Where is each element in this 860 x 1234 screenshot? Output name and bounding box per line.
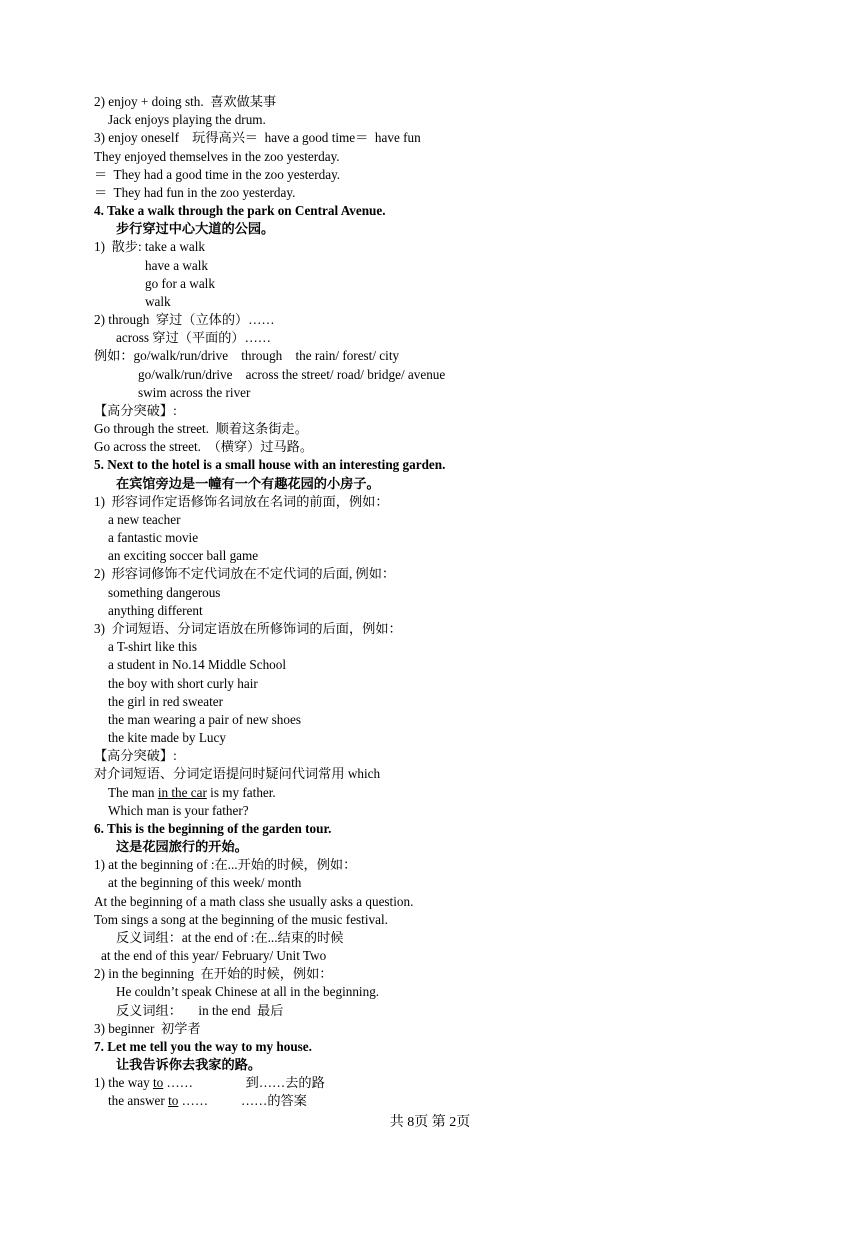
text-line: Tom sings a song at the beginning of the music festival. <box>94 911 388 927</box>
text-line: 3) 介词短语、分词定语放在所修饰词的后面，例如： <box>94 620 402 636</box>
text-fragment: …… ……的答案 <box>178 1093 307 1109</box>
text-line: He couldn’t speak Chinese at all in the beginning. <box>116 984 380 1000</box>
text-line: They enjoyed themselves in the zoo yesterday. <box>94 148 340 164</box>
text-fragment: the answer <box>108 1093 169 1109</box>
text-line: across 穿过（平面的）…… <box>116 330 271 346</box>
text-line: Jack enjoys playing the drum. <box>108 112 266 128</box>
text-line: 1) at the beginning of :在...开始的时候，例如： <box>94 857 357 873</box>
text-line: 3) beginner 初学者 <box>94 1020 201 1036</box>
text-line: 【高分突破】: <box>94 402 177 418</box>
text-fragment: The man <box>108 784 158 800</box>
text-line: 例如：go/walk/run/drive through the rain/ forest/ city <box>94 348 400 364</box>
text-line: the man wearing a pair of new shoes <box>108 711 301 727</box>
text-line: 2) through 穿过（立体的）…… <box>94 312 275 328</box>
section-heading: 步行穿过中心大道的公园。 <box>116 221 275 237</box>
text-fragment: is my father. <box>206 784 276 800</box>
section-heading: 4. Take a walk through the park on Central Avenue. <box>94 203 386 219</box>
section-heading: 在宾馆旁边是一幢有一个有趣花园的小房子。 <box>116 475 380 491</box>
text-line: 3) enjoy oneself 玩得高兴＝ have a good time＝ have fun <box>94 130 421 146</box>
text-line: 2) in the beginning 在开始的时候，例如： <box>94 966 333 982</box>
text-line: a fantastic movie <box>108 530 199 546</box>
section-heading: 7. Let me tell you the way to my house. <box>94 1038 312 1054</box>
text-line: walk <box>145 293 171 309</box>
text-line: 1) 形容词作定语修饰名词放在名词的前面，例如： <box>94 493 389 509</box>
text-line: have a walk <box>145 257 208 273</box>
text-line: go for a walk <box>145 275 215 291</box>
text-line: 1) 散步: take a walk <box>94 239 205 255</box>
text-fragment: …… 到……去的路 <box>163 1075 325 1091</box>
text-line: a student in No.14 Middle School <box>108 657 287 673</box>
text-line: something dangerous <box>108 584 221 600</box>
text-line: 对介词短语、分词定语提问时疑问代词常用 which <box>94 766 381 782</box>
text-line: anything different <box>108 602 203 618</box>
text-line: go/walk/run/drive across the street/ road/ bridge/ avenue <box>138 366 446 382</box>
text-fragment: 1) the way <box>94 1075 153 1091</box>
page-content <box>94 93 814 1111</box>
section-heading: 6. This is the beginning of the garden tour. <box>94 820 332 836</box>
text-line: the boy with short curly hair <box>108 675 258 691</box>
underlined-text: to <box>152 1075 164 1091</box>
section-heading: 5. Next to the hotel is a small house with an interesting garden. <box>94 457 446 473</box>
text-line: 反义词组：at the end of :在...结束的时候 <box>116 929 344 945</box>
text-line: 【高分突破】: <box>94 748 177 764</box>
text-line: at the beginning of this week/ month <box>108 875 302 891</box>
text-line <box>94 1074 814 1092</box>
text-line: the kite made by Lucy <box>108 730 226 746</box>
underlined-text: in the car <box>157 784 207 800</box>
text-line <box>94 1092 814 1110</box>
text-line: At the beginning of a math class she usually asks a question. <box>94 893 414 909</box>
text-line: 反义词组： in the end 最后 <box>116 1002 284 1018</box>
section-heading: 这是花园旅行的开始。 <box>116 839 248 855</box>
text-line: ＝ They had a good time in the zoo yesterday. <box>94 166 341 182</box>
text-line: Go across the street. （横穿）过马路。 <box>94 439 314 455</box>
text-line: the girl in red sweater <box>108 693 223 709</box>
text-line <box>94 784 814 802</box>
text-line: Which man is your father? <box>108 802 249 818</box>
text-line: 2) 形容词修饰不定代词放在不定代词的后面, 例如： <box>94 566 396 582</box>
text-line: a T-shirt like this <box>108 639 198 655</box>
text-line: 2) enjoy + doing sth. 喜欢做某事 <box>94 94 277 109</box>
page-footer: 共 8页 第 2页 <box>389 1115 471 1130</box>
text-line: ＝ They had fun in the zoo yesterday. <box>94 184 296 200</box>
text-line: at the end of this year/ February/ Unit Two <box>101 948 327 964</box>
underlined-text: to <box>168 1093 179 1109</box>
section-heading: 让我告诉你去我家的路。 <box>116 1057 262 1073</box>
text-line: a new teacher <box>108 511 181 527</box>
text-line: Go through the street. 顺着这条街走。 <box>94 421 308 437</box>
text-line: an exciting soccer ball game <box>108 548 259 564</box>
text-line: swim across the river <box>138 384 251 400</box>
